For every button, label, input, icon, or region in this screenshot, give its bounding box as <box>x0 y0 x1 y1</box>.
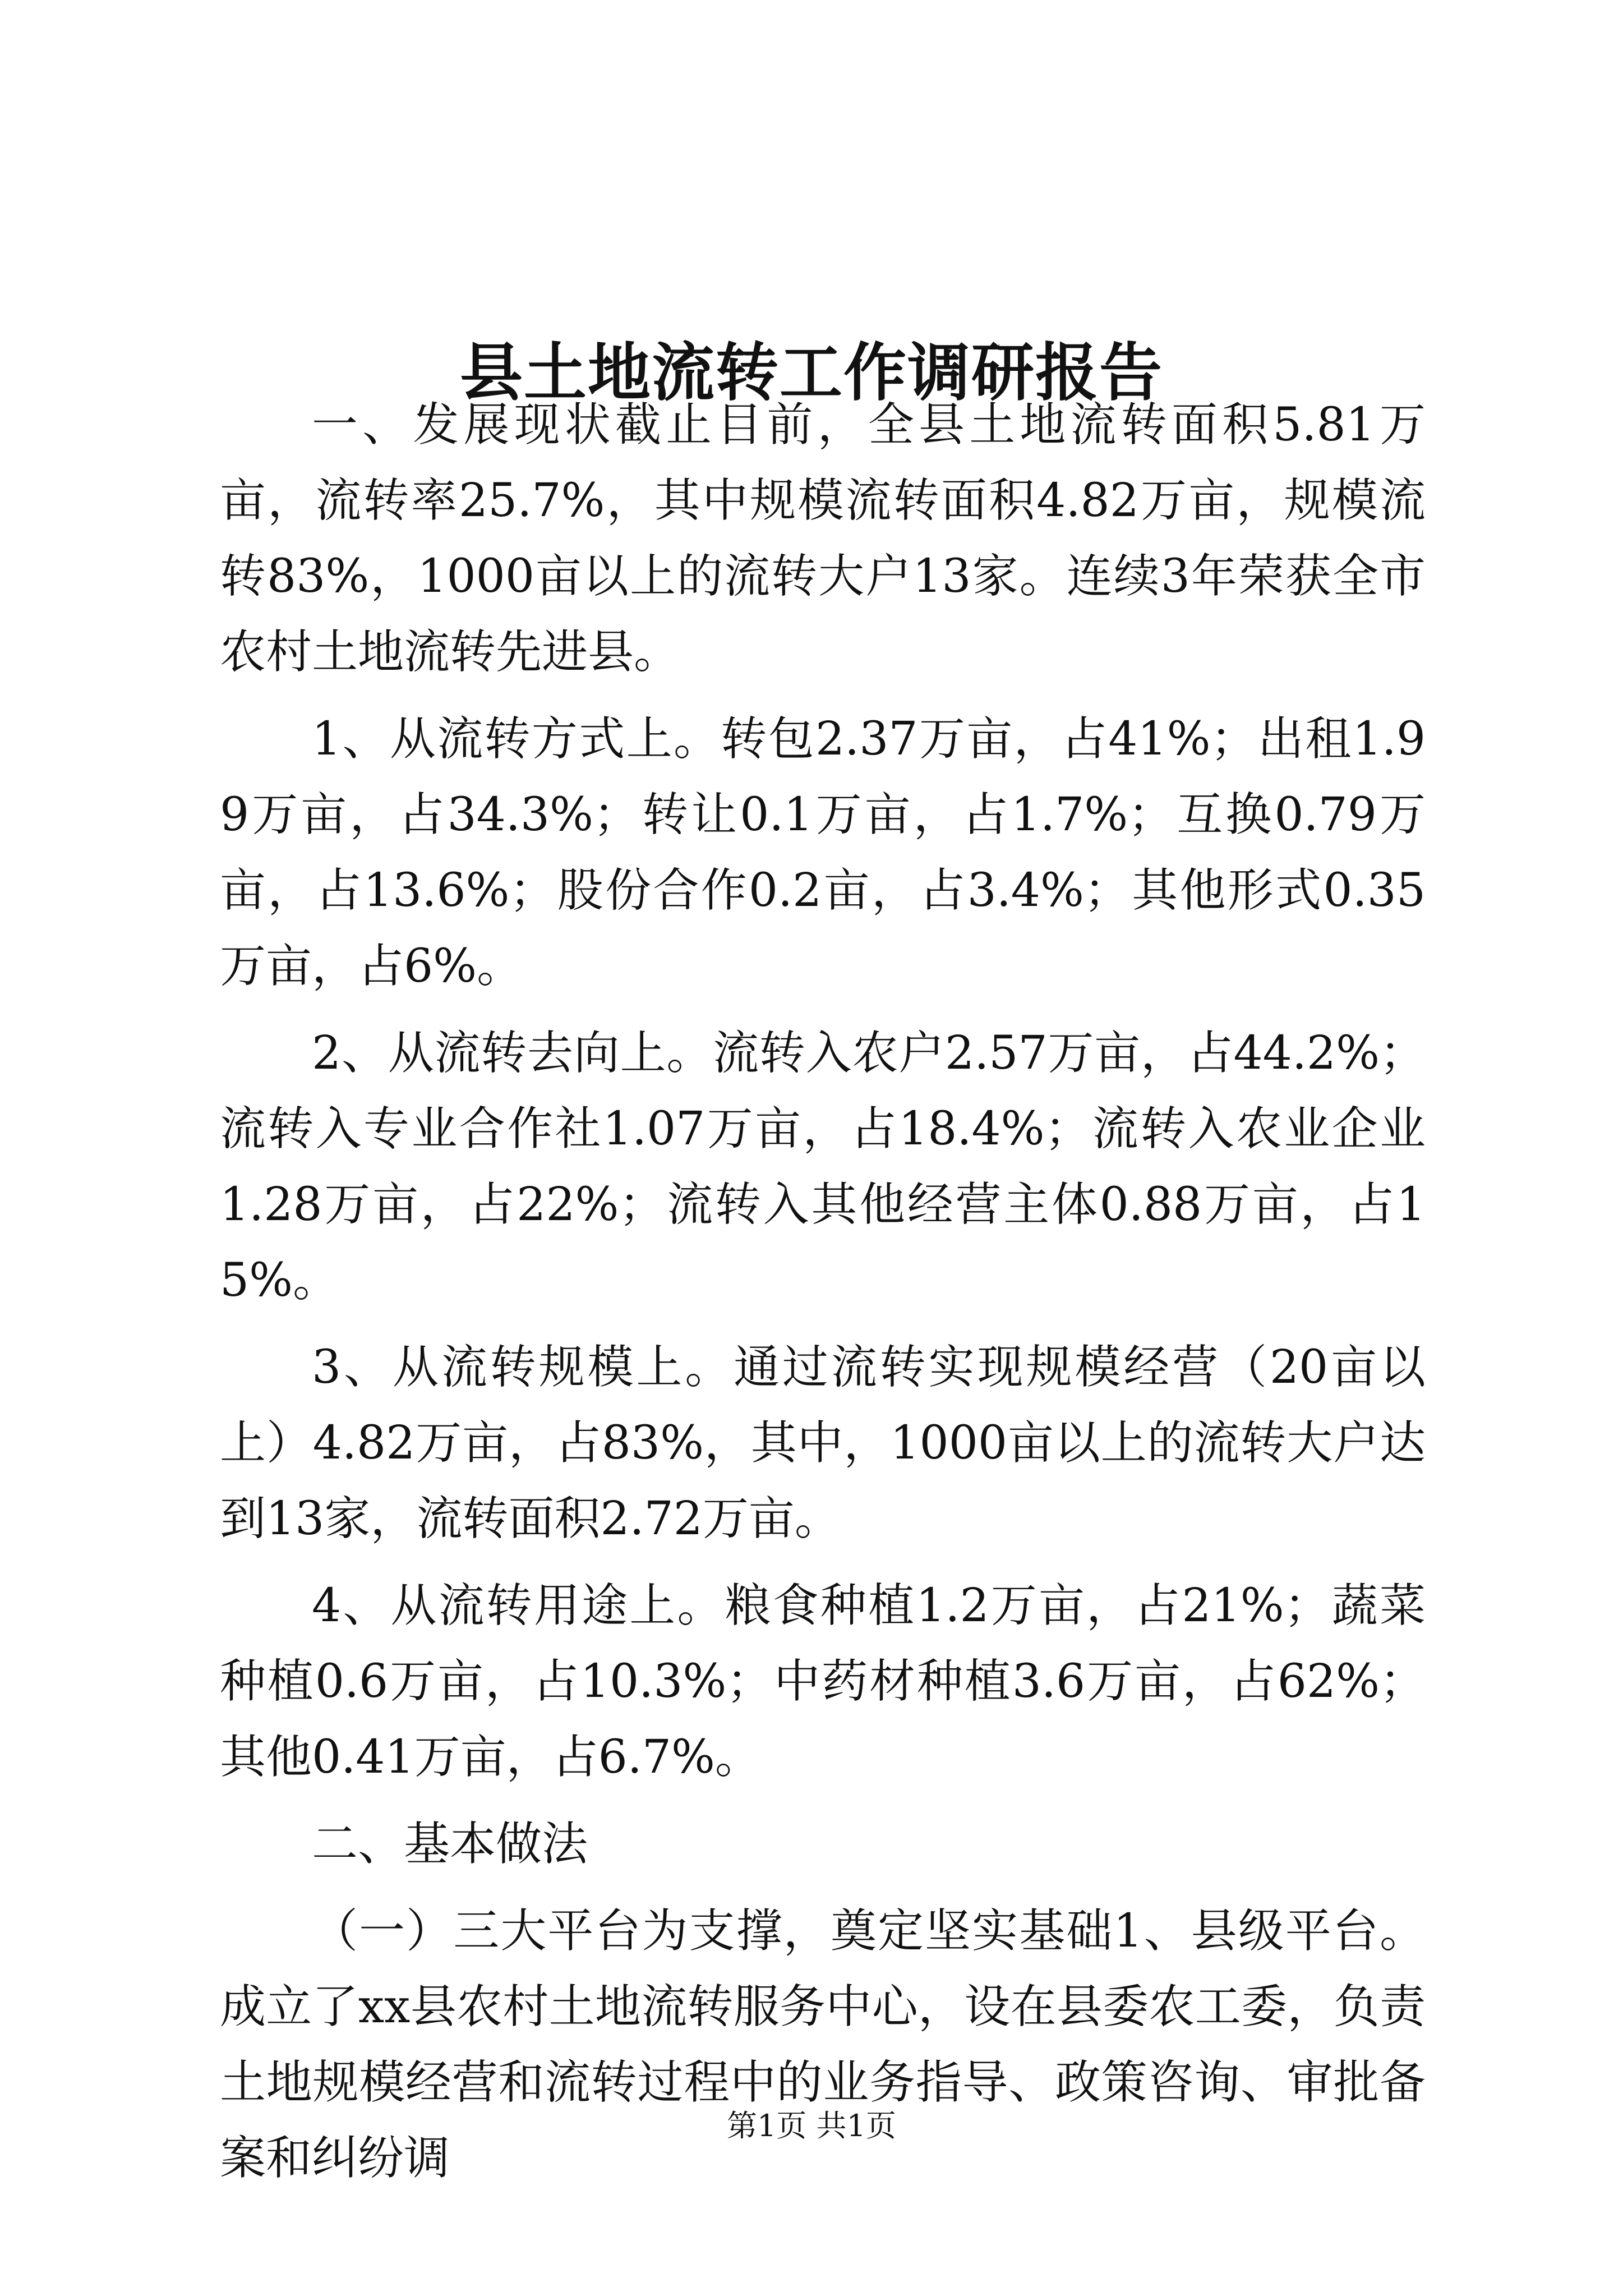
paragraph-development-status: 一、发展现状截止目前，全县土地流转面积5.81万亩，流转率25.7%，其中规模流转面积4.82万亩，规模流转83%，1000亩以上的流转大户13家。连续3年荣获全市农村土地流转先进县。 <box>220 398 1426 679</box>
page-footer: 第1页 共1页 <box>727 2108 896 2143</box>
paragraph-transfer-scale: 3、从流转规模上。通过流转实现规模经营（20亩以上）4.82万亩，占83%，其中，1000亩以上的流转大户达到13家，流转面积2.72万亩。 <box>220 1341 1426 1545</box>
section-heading-basic-practices: 二、基本做法 <box>312 1818 588 1871</box>
paragraph-three-platforms: （一）三大平台为支撑，奠定坚实基础1、县级平台。成立了xx县农村土地流转服务中心，设在县委农工委，负责土地规模经营和流转过程中的业务指导、政策咨询、审批备案和纠纷调 <box>220 1904 1426 2185</box>
document-body <box>220 387 1426 2196</box>
paragraph-transfer-destinations: 2、从流转去向上。流转入农户2.57万亩，占44.2%；流转入专业合作社1.07万亩，占18.4%；流转入农业企业1.28万亩，占22%；流转入其他经营主体0.88万亩，占15%。 <box>220 1027 1426 1307</box>
paragraph-transfer-methods: 1、从流转方式上。转包2.37万亩，占41%；出租1.99万亩，占34.3%；转让0.1万亩，占1.7%；互换0.79万亩，占13.6%；股份合作0.2亩，占3.4%；其他形式0.35万亩，占6%。 <box>220 712 1426 993</box>
document-title: 县土地流转工作调研报告 <box>460 336 1163 410</box>
paragraph-transfer-uses: 4、从流转用途上。粮食种植1.2万亩，占21%；蔬菜种植0.6万亩，占10.3%；中药材种植3.6万亩，占62%；其他0.41万亩，占6.7%。 <box>220 1579 1426 1784</box>
